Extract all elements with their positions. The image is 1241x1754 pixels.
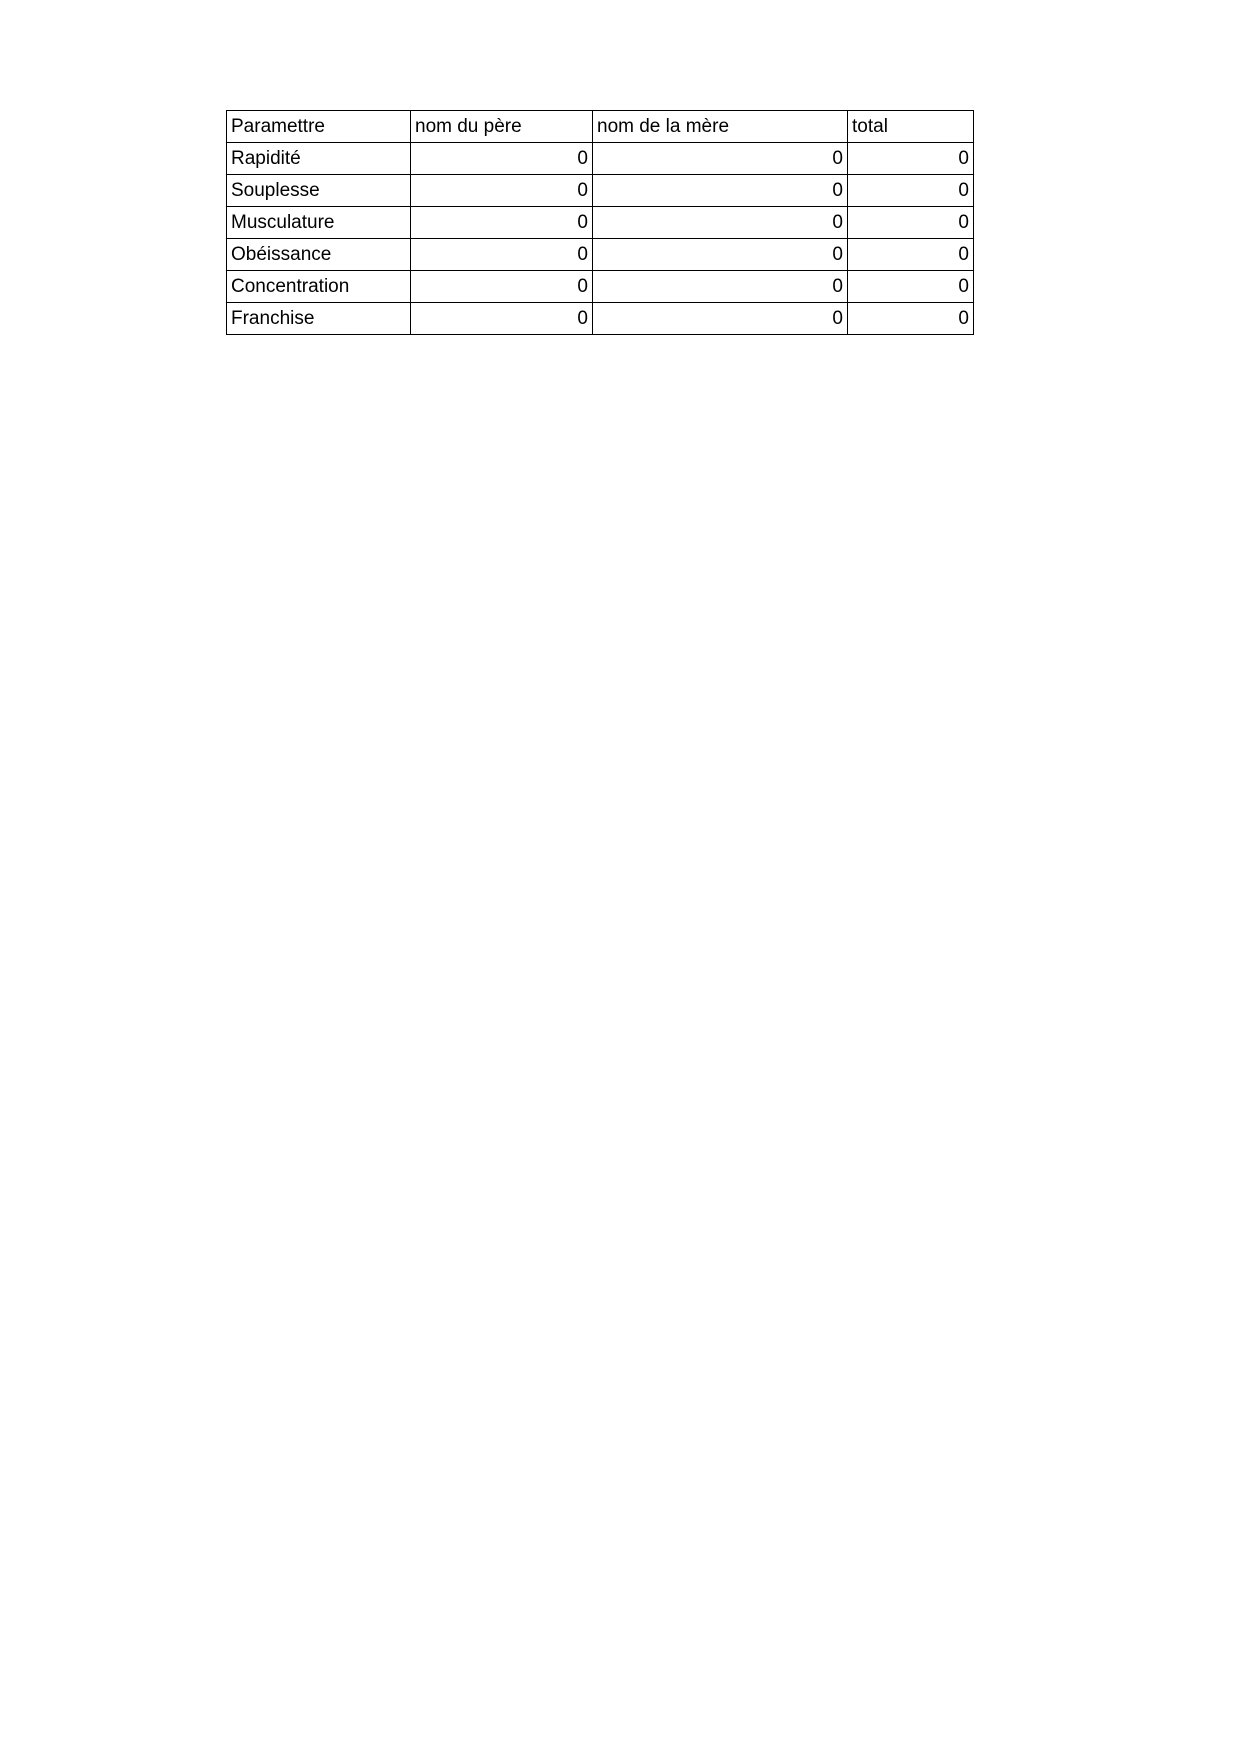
cell-mother-value: 0 xyxy=(593,239,848,271)
cell-father-value: 0 xyxy=(411,207,593,239)
cell-father-value: 0 xyxy=(411,271,593,303)
column-header-total: total xyxy=(848,111,974,143)
table-row xyxy=(227,239,974,271)
cell-total-value: 0 xyxy=(848,303,974,335)
cell-father-value: 0 xyxy=(411,239,593,271)
cell-mother-value: 0 xyxy=(593,207,848,239)
parameters-table xyxy=(226,110,974,335)
table-row xyxy=(227,175,974,207)
table-row xyxy=(227,303,974,335)
column-header-parameter: Paramettre xyxy=(227,111,411,143)
cell-mother-value: 0 xyxy=(593,303,848,335)
cell-total-value: 0 xyxy=(848,143,974,175)
cell-total-value: 0 xyxy=(848,271,974,303)
row-label: Souplesse xyxy=(227,175,411,207)
cell-mother-value: 0 xyxy=(593,143,848,175)
cell-father-value: 0 xyxy=(411,303,593,335)
cell-total-value: 0 xyxy=(848,175,974,207)
table-row xyxy=(227,271,974,303)
row-label: Rapidité xyxy=(227,143,411,175)
table-row xyxy=(227,143,974,175)
row-label: Obéissance xyxy=(227,239,411,271)
cell-mother-value: 0 xyxy=(593,175,848,207)
cell-mother-value: 0 xyxy=(593,271,848,303)
column-header-mother: nom de la mère xyxy=(593,111,848,143)
row-label: Franchise xyxy=(227,303,411,335)
row-label: Musculature xyxy=(227,207,411,239)
cell-total-value: 0 xyxy=(848,207,974,239)
cell-total-value: 0 xyxy=(848,239,974,271)
table-row xyxy=(227,207,974,239)
row-label: Concentration xyxy=(227,271,411,303)
table-header-row xyxy=(227,111,974,143)
cell-father-value: 0 xyxy=(411,143,593,175)
cell-father-value: 0 xyxy=(411,175,593,207)
column-header-father: nom du père xyxy=(411,111,593,143)
